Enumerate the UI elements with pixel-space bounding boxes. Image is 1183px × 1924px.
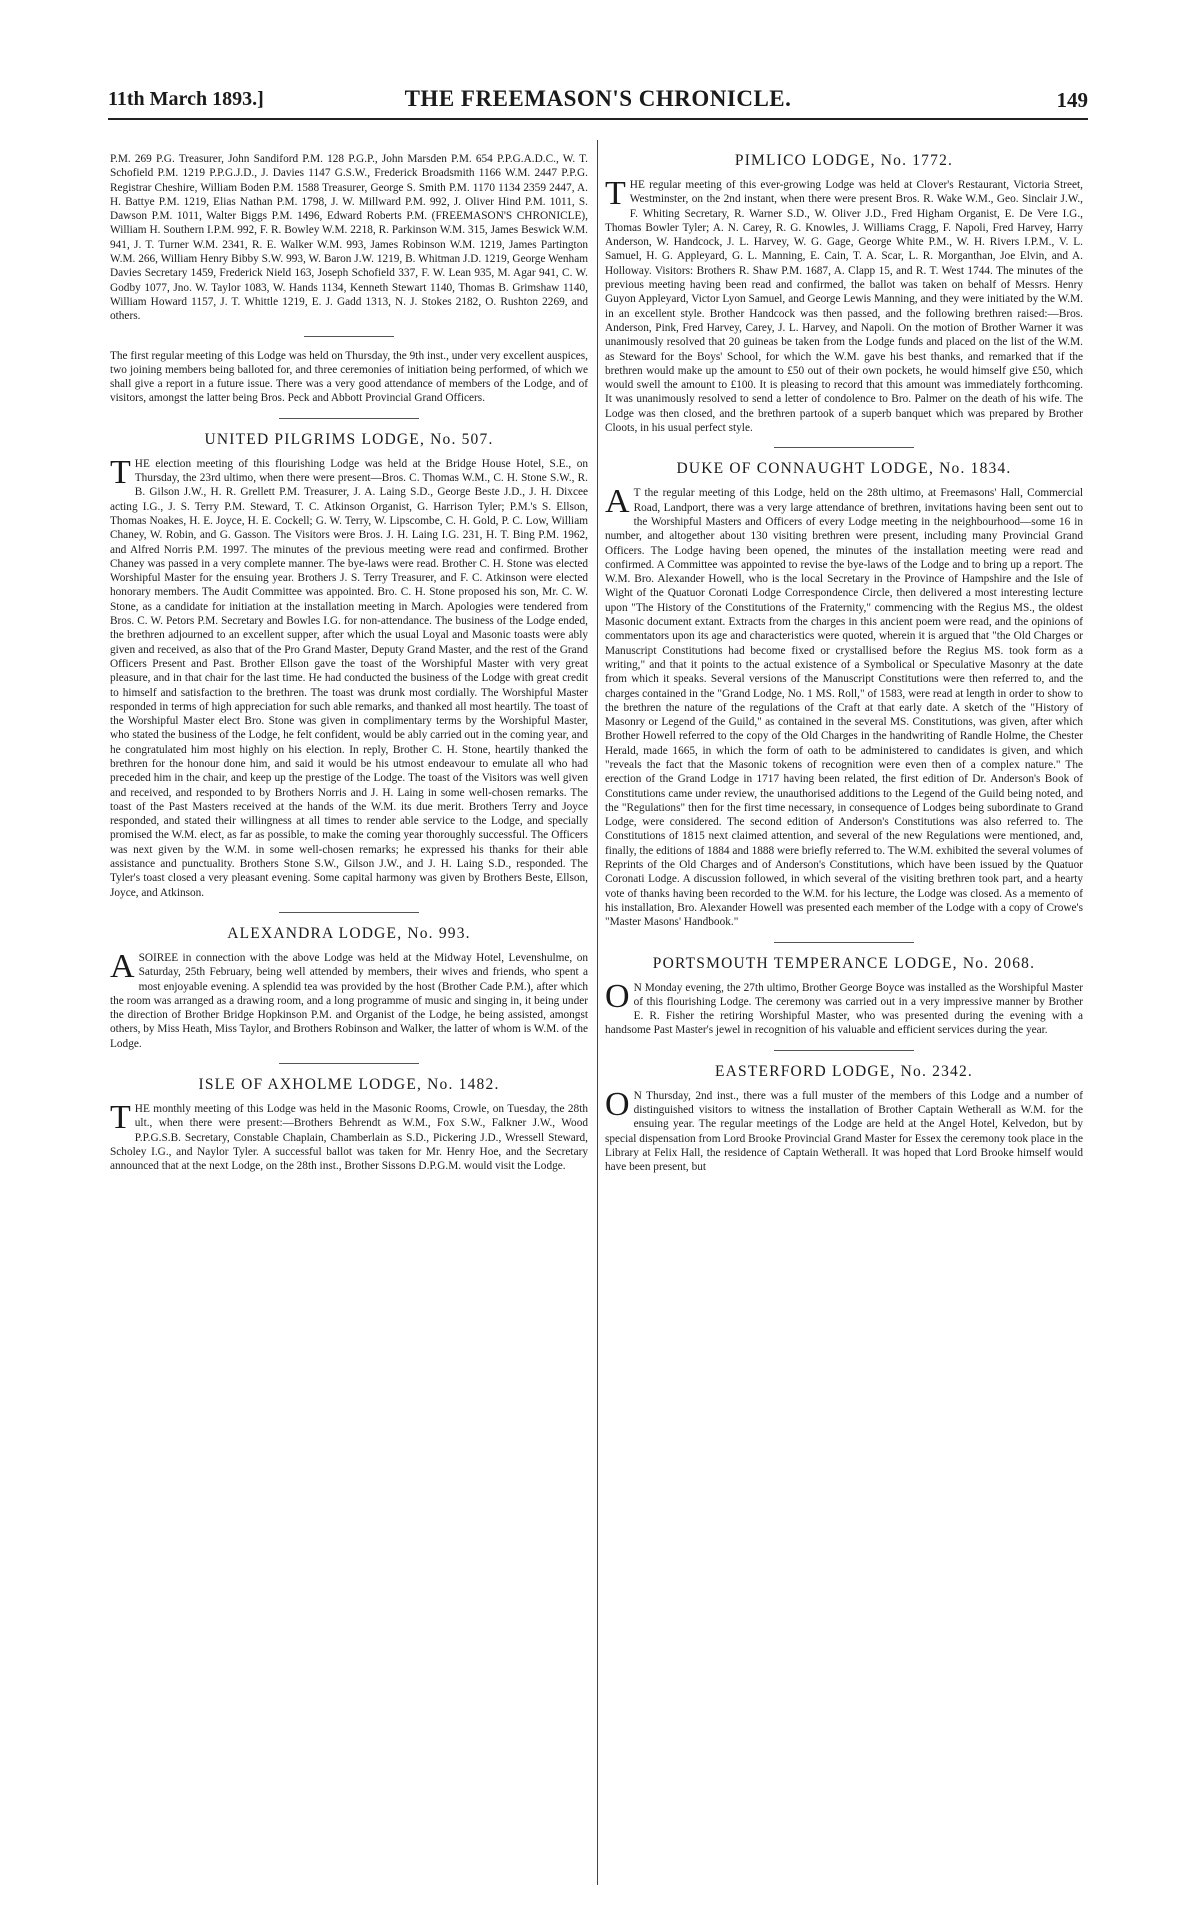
section-divider xyxy=(304,336,394,337)
easterford-article: ON Thursday, 2nd inst., there was a full muster of the members of this Lodge and a number of distinguished visitors to witness the installation of Brother Captain Wetherall as W.M. for the ensuing year. The regular meetings of the Lodge are held at the Angel Hotel, Kelvedon, but by special dispensation from Lord Brooke Provincial Grand Master for Essex the ceremony took place in the Library at Felix Hall, the residence of Captain Wetherall. It was hoped that Lord Brooke himself would have been present, but xyxy=(605,1085,1083,1174)
section-divider xyxy=(774,942,914,943)
left-column xyxy=(110,152,588,1180)
easterford-heading: EASTERFORD LODGE, No. 2342. xyxy=(714,1062,973,1080)
attendance-list: P.M. 269 P.G. Treasurer, John Sandiford P.M. 128 P.G.P., John Marsden P.M. 654 P.P.G.A.D.C., W. T. Schofield P.M. 1219 P.P.G.J.D., J. Davies 1147 G.S.W., Frederick Broadsmith 1166 W.M. 2447 P.P.G. Registrar Cheshire, William Boden P.M. 1588 Treasurer, George S. Smith P.M. 1170 1134 2359 2447, A. H. Battye P.M. 1219, Elias Nathan P.M. 1798, J. W. Millward P.M. 992, J. Oliver Hind P.M. 1011, S. Dawson P.M. 1011, Walter Biggs P.M. 1496, Edward Roberts P.M. (FREEMASON'S CHRONICLE), William H. Southern I.P.M. 992, F. R. Bowley W.M. 2218, R. Parkinson W.M. 315, James Beswick W.M. 941, J. T. Turner W.M. 2341, R. E. Walker W.M. 993, James Robinson W.M. 1219, James Partington W.M. 266, William Henry Bibby S.W. 993, W. Baron J.W. 1219, B. Whitman J.D. 1219, George Wenham Davies Secretary 1459, Frederick Nield 163, Joseph Schofield 337, F. W. Lean 935, M. Agar 941, C. W. Godby 1077, Jno. W. Taylor 1083, W. Hands 1134, Kenneth Stewart 1140, Thomas B. Grimshaw 1140, William Howard 1157, J. T. Whittle 1219, E. J. Gadd 1313, N. J. Stokes 2182, O. Rushton 2269, and others. xyxy=(110,153,588,323)
header-rule xyxy=(108,118,1088,120)
connaught-article: AT the regular meeting of this Lodge, held on the 28th ultimo, at Freemasons' Hall, Commercial Road, Landport, there was a very large attendance of brethren, invitations having been sent out to the Worshipful Masters and Officers of every Lodge meeting in the neighbourhood—some 16 in number, and altogether about 130 visiting brethren were present, including many Provincial Grand Officers. The Lodge having been opened, the minutes of the installation meeting were read and confirmed. A Committee was appointed to revise the bye-laws of the Lodge and to bring up a report. The W.M. Bro. Alexander Howell, who is the local Secretary in the Province of Hampshire and the Isle of Wight of the Quatuor Coronati Lodge Correspondence Circle, then delivered a most interesting lecture upon "The History of the Constitutions of the Fraternity," commencing with the Regius MS., the oldest Masonic document extant. Extracts from the charges in this ancient poem were read, and the opinions of commentators upon its age and characteristics were quoted, wherein it is argued that "the Old Charges or Manuscript Constitutions had become fixed or crystallised before the Regius MS. took form as a writing," and that it points to the actual existence of a Symbolical or Speculative Masonry at the date from which it speaks. Several versions of the Manuscript Constitutions were then referred to, and the charges contained in the "Grand Lodge, No. 1 MS. Roll," of 1583, were read at length in order to show to the brethren the nature of the regulations of the Craft at that early date. A sketch of the "History of Masonry or Legend of the Guild," as contained in the several MS. Constitutions, was given, after which Brother Howell referred to the copy of the Old Charges in the handwriting of Randle Holme, the Chester Herald, made 1665, in which the form of oath to be administered to candidates is given, and which "reveals the fact that the Masonic tokens of recognition were even then of a complex nature." The erection of the Grand Lodge in 1717 having been related, the first edition of Dr. Anderson's Book of Constitutions came under review, the unauthorised additions to the Legend of the Guild being noted, and the "Regulations" then for the first time necessary, in consequence of Lodges being subordinate to Grand Lodge, were considered. The second edition of Anderson's Constitutions was also referred to. The Constitutions of 1815 next claimed attention, and several of the new Regulations were mentioned, and, finally, the editions of 1884 and 1888 were briefly referred to. The W.M. exhibited the several volumes of Reprints of the Old Charges and of Anderson's Constitutions, which have been issued by the Quatuor Coronati Lodge. A discussion followed, in which several of the visiting brethren took part, and a hearty vote of thanks having been recorded to the W.M. for his lecture, the Lodge was closed. As a memento of his installation, Bro. Alexander Howell was presented each member of the Lodge with a copy of Crowe's "Master Masons' Handbook." xyxy=(605,483,1083,929)
first-meeting-paragraph: The first regular meeting of this Lodge was held on Thursday, the 9th inst., under very excellent auspices, two joining members being balloted for, and three ceremonies of initiation being performed, of which we shall give a report in a future issue. There was a very good attendance of members of the Lodge, and of visitors, amongst the latter being Bros. Peck and Abbott Provincial Grand Officers. xyxy=(110,349,588,405)
pimlico-heading: PIMLICO LODGE, No. 1772. xyxy=(734,152,954,169)
column-rule xyxy=(597,140,598,1885)
axholme-heading: ISLE OF AXHOLME LODGE, No. 1482. xyxy=(198,1076,500,1094)
united-pilgrims-heading: UNITED PILGRIMS LODGE, No. 507. xyxy=(204,430,494,448)
portsmouth-heading: PORTSMOUTH TEMPERANCE LODGE, No. 2068. xyxy=(652,954,1036,972)
right-column xyxy=(605,152,1083,1181)
united-pilgrims-article: THE election meeting of this flourishing Lodge was held at the Bridge House Hotel, S.E., on Thursday, the 23rd ultimo, when there were present—Bros. C. Thomas W.M., C. H. Stone S.W., R. B. Gilson J.W., H. R. Grellett P.M. Treasurer, J. A. Laing S.D., George Beste J.D., J. H. Dixcee acting I.G., J. S. Terry P.M. Steward, T. C. Atkinson Organist, G. Harrison Tyler; P.M.'s S. Ellson, Thomas Noakes, H. E. Joyce, H. E. Cockell; G. W. Terry, W. Lipscombe, C. H. Gold, P. C. Low, William Chaney, W. Robin, and G. Gasson. The Visitors were Bros. J. H. Laing I.G. 231, H. T. Bing P.M. 1962, and Alfred Norris P.M. 1997. The minutes of the previous meeting were read and confirmed. Brother Chaney was passed in a very complete manner. The bye-laws were read. Brother C. H. Stone was elected Worshipful Master for the ensuing year. Brothers J. S. Terry Treasurer, and F. C. Atkinson were elected honorary members. The Audit Committee was appointed. Bro. C. H. Stone proposed his son, Mr. C. W. Stone, as a candidate for initiation at the installation meeting in March. Apologies were tendered from Bros. C. W. Petors P.M. Secretary and Bowles I.G. for non-attendance. The business of the Lodge ended, the brethren adjourned to an excellent supper, after which the usual Loyal and Masonic toasts were ably given and received, as also that of the Pro Grand Master, Deputy Grand Master, and the rest of the Grand Officers Present and Past. Brother Ellson gave the toast of the Worshipful Master with very great pleasure, and in that chair for the last time. He had conducted the business of the Lodge with great credit to himself and satisfaction to the brethren. The toast was drunk most cordially. The Worshipful Master responded in terms of high appreciation for such able remarks, and thanked all most heartily. The toast of the Worshipful Master elect Bro. Stone was given in complimentary terms by the Worshipful Master, who stated the business of the Lodge, he felt confident, would be ably carried out in the coming year, and he congratulated him most highly on his election. In reply, Brother C. H. Stone, heartily thanked the brethren for the honour done him, and said it would be his utmost endeavour to emulate all who had preceded him in the chair, and keep up the prestige of the Lodge. The toast of the Visitors was well given and received, and responded to by Brothers Norris and J. H. Laing in some well-chosen remarks. The toast of the Past Masters received at the hands of the W.M. its due merit. Brothers Terry and Joyce responded, and stated their willingness at all times to render able service to the Lodge, and specially promised the W.M. elect, as far as possible, to make the coming year thoroughly successful. The Officers was next given by the W.M. in some well-chosen remarks; he expressed his thanks for their able assistance and punctuality. Brothers Stone S.W., Gilson J.W., and J. H. Laing S.D., responded. The Tyler's toast closed a very pleasant evening. Some capital harmony was given by Brothers Beste, Ellson, Joyce, and Atkinson. xyxy=(110,453,588,899)
pimlico-article: THE regular meeting of this ever-growing Lodge was held at Clover's Restaurant, Victoria Street, Westminster, on the 2nd instant, when there were present Bros. R. Wake W.M., Geo. Sinclair J.W., F. Whiting Secretary, R. Warner S.D., W. Oliver J.D., Fred Higham Organist, E. De Vere I.G., Thomas Bowler Tyler; A. N. Carey, R. G. Knowles, J. Williams Cragg, F. Napoli, Fred Harvey, Harry Anderson, W. Handcock, J. L. Harvey, W. G. Gage, George White P.M., W. H. Rivers I.P.M., V. L. Samuel, H. G. Appleyard, G. L. Manning, E. Cain, T. A. Scar, L. R. Morganthan, Joe Elvin, and A. Holloway. Visitors: Brothers R. Shaw P.M. 1687, A. Clapp 15, and R. T. West 1744. The minutes of the previous meeting having been read and confirmed, the ballot was taken on behalf of Messrs. Henry Guyon Appleyard, Victor Lyon Samuel, and George Lewis Manning, and they were initiated by the W.M. in an excellent style. Brother Handcock was then passed, and the following brethren raised:—Bros. Anderson, Pink, Fred Harvey, Carey, J. L. Harvey, and Napoli. On the motion of Brother Warner it was unanimously resolved that 20 guineas be taken from the Lodge funds and placed on the list of the W.M. as Steward for the Boys' School, for which the W.M. gave his best thanks, and remarked that if the brethren would make up the amount to £50 out of their own pockets, he would himself give £50, which would swell the amount to £100. It is pleasing to record that this amount was immediately forthcoming. It was unanimously resolved to send a letter of condolence to Bro. Palmer on the death of his wife. The Lodge was then closed, and the brethren partook of a superb banquet which was prepared by Brother Cloots, in his usual perfect style. xyxy=(605,175,1083,435)
connaught-heading: DUKE OF CONNAUGHT LODGE, No. 1834. xyxy=(676,460,1012,478)
issue-date: 11th March 1893.] xyxy=(108,88,264,110)
axholme-article: THE monthly meeting of this Lodge was held in the Masonic Rooms, Crowle, on Tuesday, the 28th ult., when there were present:—Brothers Behrendt as W.M., Fox S.W., Falkner J.W., Wood P.P.G.S.B. Secretary, Constable Chaplain, Chamberlain as S.D., Pickering J.D., Wressell Steward, Scholey I.G., and Naylor Tyler. A successful ballot was taken for Mr. Henry Hoe, and the Secretary announced that at the next Lodge, on the 28th inst., Brother Sissons D.P.G.M. would visit the Lodge. xyxy=(110,1099,588,1173)
page-number: 149 xyxy=(1056,88,1088,112)
section-divider xyxy=(774,447,914,448)
alexandra-heading: ALEXANDRA LODGE, No. 993. xyxy=(227,924,471,942)
section-divider xyxy=(279,418,419,419)
publication-title: THE FREEMASON'S CHRONICLE. xyxy=(404,86,792,111)
portsmouth-article: ON Monday evening, the 27th ultimo, Brother George Boyce was installed as the Worshipful Master of this flourishing Lodge. The ceremony was carried out in a very impressive manner by Brother E. R. Fisher the retiring Worshipful Master, who was presented during the evening with a handsome Past Master's jewel in recognition of his valuable and efficient services during the year. xyxy=(605,977,1083,1037)
section-divider xyxy=(774,1050,914,1051)
section-divider xyxy=(279,1063,419,1064)
alexandra-article: ASOIREE in connection with the above Lodge was held at the Midway Hotel, Levenshulme, on Saturday, 25th February, being well attended by members, their wives and friends, who spent a most enjoyable evening. A splendid tea was provided by the host (Brother Cade P.M.), after which the room was arranged as a drawing room, and a long programme of music and singing in, it being under the direction of Brother Bridge Hopkinson P.M. and Organist of the Lodge, he being assisted, amongst others, by Miss Heath, Miss Taylor, and Brothers Robinson and Walker, the latter of whom is W.M. of the Lodge. xyxy=(110,947,588,1050)
section-divider xyxy=(279,912,419,913)
masthead xyxy=(108,80,1088,120)
